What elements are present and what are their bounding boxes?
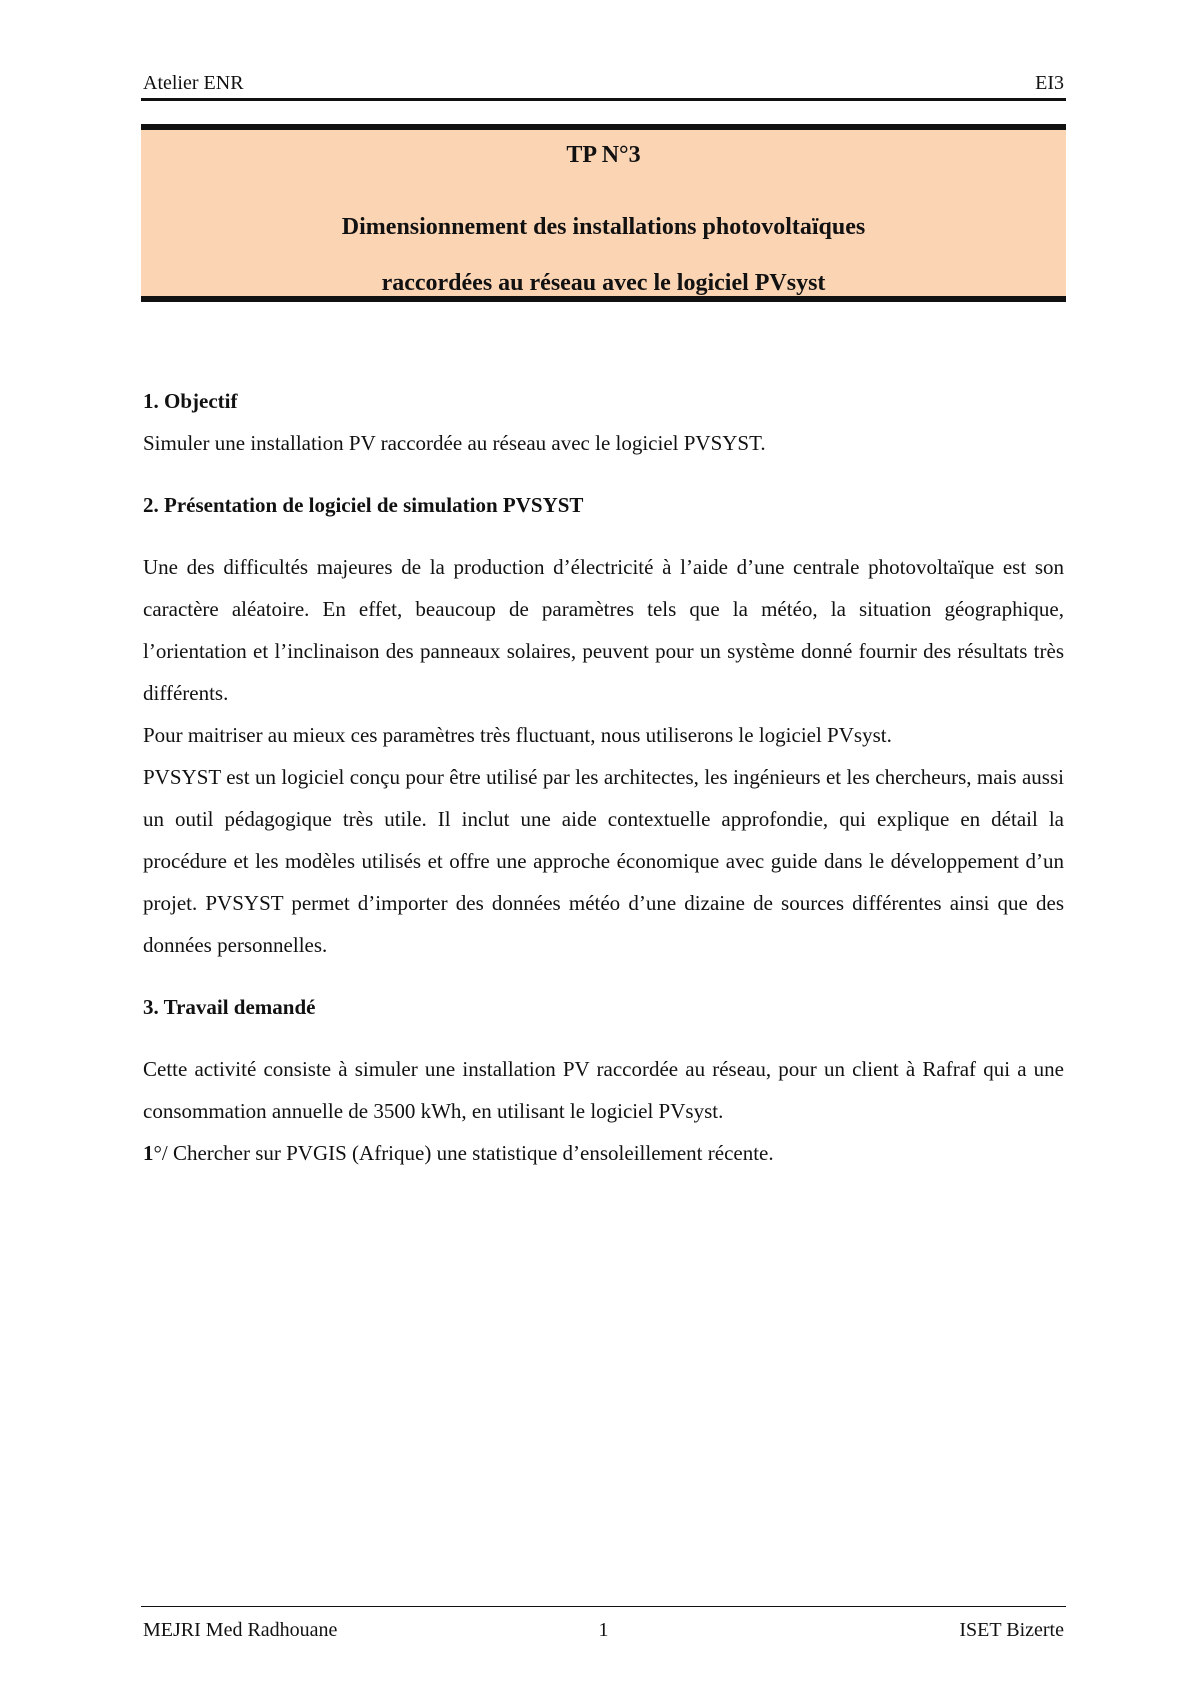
travail-paragraph-1: Cette activité consiste à simuler une installation PV raccordée au réseau, pour un client à Rafraf qui a une consommation annuelle de 3500 kWh, en utilisant le logiciel PVsyst. <box>143 1057 1064 1123</box>
presentation-paragraph-3: PVSYST est un logiciel conçu pour être utilisé par les architectes, les ingénieurs et les chercheurs, mais aussi un outil pédagogique très utile. Il inclut une aide contextuelle approfondie, qui explique en détail la procédure et les modèles utilisés et offre une approche économique avec guide dans le développement d’un projet. PVSYST permet d’importer des données météo d’une dizaine de sources différentes ainsi que des données personnelles. <box>143 765 1064 957</box>
page-header <box>141 70 1066 101</box>
title-line-2: raccordées au réseau avec le logiciel PVsyst <box>381 270 826 296</box>
footer-page-number: 1 <box>598 1619 609 1641</box>
question-1-text: °/ Chercher sur PVGIS (Afrique) une statistique d’ensoleillement récente. <box>153 1141 774 1165</box>
section-travail-heading: 3. Travail demandé <box>143 995 316 1019</box>
footer-author: MEJRI Med Radhouane <box>143 1619 338 1641</box>
title-box <box>141 124 1066 302</box>
page-footer <box>141 1606 1066 1647</box>
header-class-name: EI3 <box>1035 72 1064 94</box>
question-1-number: 1 <box>143 1141 154 1165</box>
section-objectif-heading: 1. Objectif <box>143 389 238 413</box>
section-objectif-text: Simuler une installation PV raccordée au réseau avec le logiciel PVSYST. <box>143 431 766 455</box>
section-presentation-heading: 2. Présentation de logiciel de simulation PVSYST <box>143 493 584 517</box>
tp-number: TP N°3 <box>566 142 641 168</box>
header-course-name: Atelier ENR <box>143 72 244 94</box>
footer-institution: ISET Bizerte <box>959 1619 1064 1641</box>
document-body <box>143 380 1064 1174</box>
question-1 <box>143 1132 1064 1174</box>
title-line-1: Dimensionnement des installations photovoltaïques <box>341 214 866 240</box>
presentation-paragraph-1: Une des difficultés majeures de la production d’électricité à l’aide d’une centrale photovoltaïque est son caractère aléatoire. En effet, beaucoup de paramètres tels que la météo, la situation géographique, l’orientation et l’inclinaison des panneaux solaires, peuvent pour un système donné fournir des résultats très différents. <box>143 555 1064 705</box>
presentation-paragraph-2: Pour maitriser au mieux ces paramètres très fluctuant, nous utiliserons le logiciel PVsyst. <box>143 723 892 747</box>
